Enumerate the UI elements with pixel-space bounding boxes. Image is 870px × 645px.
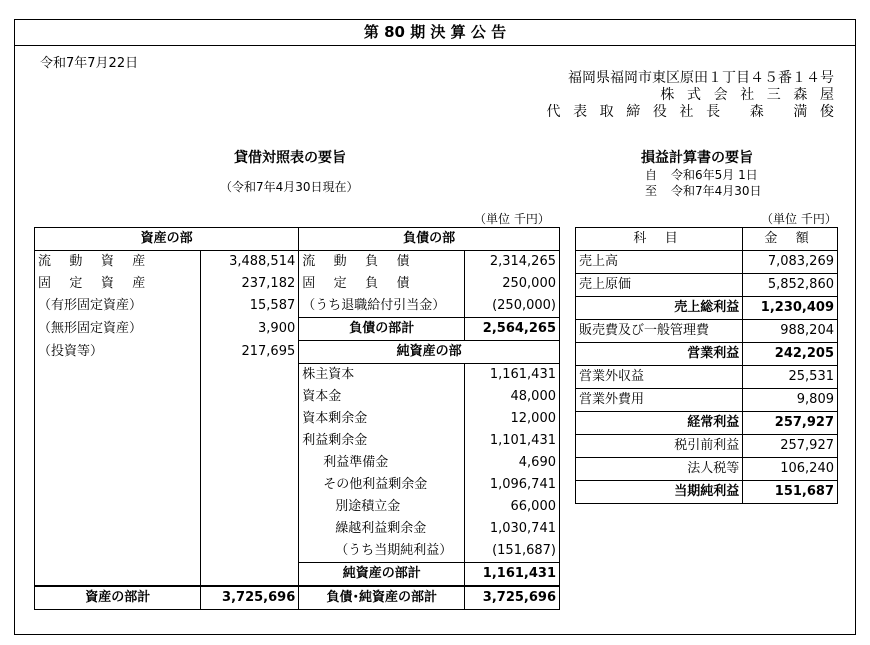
net-assets-header: 純資産の部 [299,341,560,364]
balance-sheet-title: 貸借対照表の要旨 [234,150,346,166]
asset-label: （有形固定資産） [35,295,201,318]
net-asset-value: 1,161,431 [465,364,560,387]
asset-label: 固 定 資 産 [35,273,201,295]
liabilities-header: 負債の部 [299,228,560,251]
net-asset-label: 利益剰余金 [299,430,465,452]
table-row [35,273,560,295]
table-row [576,251,838,274]
company-name: 株式会社三森屋 [660,87,847,103]
table-row [35,251,560,274]
liabilities-total-label: 負債の部計 [299,318,465,341]
net-assets-total-label: 純資産の部計 [299,563,465,587]
company-address: 福岡県福岡市東区原田１丁目４５番１４号 [568,70,834,86]
table-row [576,320,838,343]
liab-net-total-value: 3,725,696 [465,586,560,610]
assets-header: 資産の部 [35,228,299,251]
table-row [35,341,560,364]
pl-value: 7,083,269 [743,251,838,274]
table-row [35,228,560,251]
table-row [35,430,560,452]
pl-value: 151,687 [743,481,838,504]
asset-label: （無形固定資産） [35,318,201,341]
liability-label: （うち退職給付引当金） [299,295,465,318]
table-row [35,408,560,430]
table-row [35,540,560,563]
liability-value: 2,314,265 [465,251,560,274]
table-row [576,458,838,481]
net-asset-value: 12,000 [465,408,560,430]
period-to: 令和7年4月30日 [671,184,762,198]
table-row [576,228,838,251]
pl-label: 税引前利益 [576,435,743,458]
income-statement-title: 損益計算書の要旨 [641,150,753,166]
col-amount: 金 額 [743,228,838,251]
pl-label: 当期純利益 [576,481,743,504]
pl-value: 257,927 [743,412,838,435]
period-from: 令和6年5月 1日 [671,168,758,182]
table-row [576,274,838,297]
pl-value: 988,204 [743,320,838,343]
table-row [576,389,838,412]
pl-label: 営業利益 [576,343,743,366]
asset-value: 237,182 [201,273,299,295]
period-to-label: 至 [645,184,658,198]
net-asset-value: 1,101,431 [465,430,560,452]
net-asset-value: (151,687) [465,540,560,563]
balance-sheet-unit: （単位 千円） [474,212,550,226]
pl-value: 257,927 [743,435,838,458]
net-assets-total-value: 1,161,431 [465,563,560,587]
table-row [35,452,560,474]
table-row [35,318,560,341]
net-asset-label: 資本金 [299,386,465,408]
page-title: 第 80 期 決 算 公 告 [14,19,856,46]
pl-label: 売上総利益 [576,297,743,320]
pl-label: 売上高 [576,251,743,274]
net-asset-value: 1,096,741 [465,474,560,496]
table-row [576,435,838,458]
asset-label: 流 動 資 産 [35,251,201,274]
net-asset-value: 4,690 [465,452,560,474]
col-item: 科 目 [576,228,743,251]
table-row [35,563,560,587]
liab-net-total-label: 負債･純資産の部計 [299,586,465,610]
asset-value: 3,488,514 [201,251,299,274]
assets-total-label: 資産の部計 [35,586,201,610]
net-asset-value: 1,030,741 [465,518,560,540]
net-asset-label: 別途積立金 [299,496,465,518]
notice-date: 令和7年7月22日 [40,56,139,71]
net-asset-label: 繰越利益剰余金 [299,518,465,540]
table-row [35,295,560,318]
table-row [35,518,560,540]
asset-label: （投資等） [35,341,201,364]
company-block [546,70,847,121]
asset-value: 15,587 [201,295,299,318]
liability-value: 250,000 [465,273,560,295]
asset-value: 217,695 [201,341,299,364]
net-asset-label: 株主資本 [299,364,465,387]
table-row [35,586,560,610]
assets-total-value: 3,725,696 [201,586,299,610]
balance-sheet-as-of: （令和7年4月30日現在） [220,180,359,194]
pl-value: 1,230,409 [743,297,838,320]
period-from-label: 自 [645,168,658,182]
net-asset-label: その他利益剰余金 [299,474,465,496]
pl-label: 売上原価 [576,274,743,297]
balance-sheet-table [34,227,560,610]
pl-label: 販売費及び一般管理費 [576,320,743,343]
net-asset-label: （うち当期純利益） [299,540,465,563]
pl-value: 25,531 [743,366,838,389]
pl-label: 営業外収益 [576,366,743,389]
pl-value: 5,852,860 [743,274,838,297]
table-row [576,343,838,366]
table-row [576,412,838,435]
pl-label: 経常利益 [576,412,743,435]
liability-label: 流 動 負 債 [299,251,465,274]
table-row [35,496,560,518]
net-asset-label: 資本剰余金 [299,408,465,430]
income-statement-period [645,167,762,199]
asset-value: 3,900 [201,318,299,341]
table-row [35,474,560,496]
net-asset-value: 66,000 [465,496,560,518]
table-row [35,386,560,408]
net-asset-value: 48,000 [465,386,560,408]
table-row [576,297,838,320]
liability-label: 固 定 負 債 [299,273,465,295]
table-row [35,364,560,387]
income-statement-table [575,227,838,504]
company-representative: 代表取締役社長 森 満俊 [546,104,847,120]
pl-label: 営業外費用 [576,389,743,412]
liability-value: (250,000) [465,295,560,318]
income-statement-unit: （単位 千円） [761,212,837,226]
pl-label: 法人税等 [576,458,743,481]
table-row [576,481,838,504]
pl-value: 9,809 [743,389,838,412]
pl-value: 106,240 [743,458,838,481]
liabilities-total-value: 2,564,265 [465,318,560,341]
table-row [576,366,838,389]
pl-value: 242,205 [743,343,838,366]
net-asset-label: 利益準備金 [299,452,465,474]
